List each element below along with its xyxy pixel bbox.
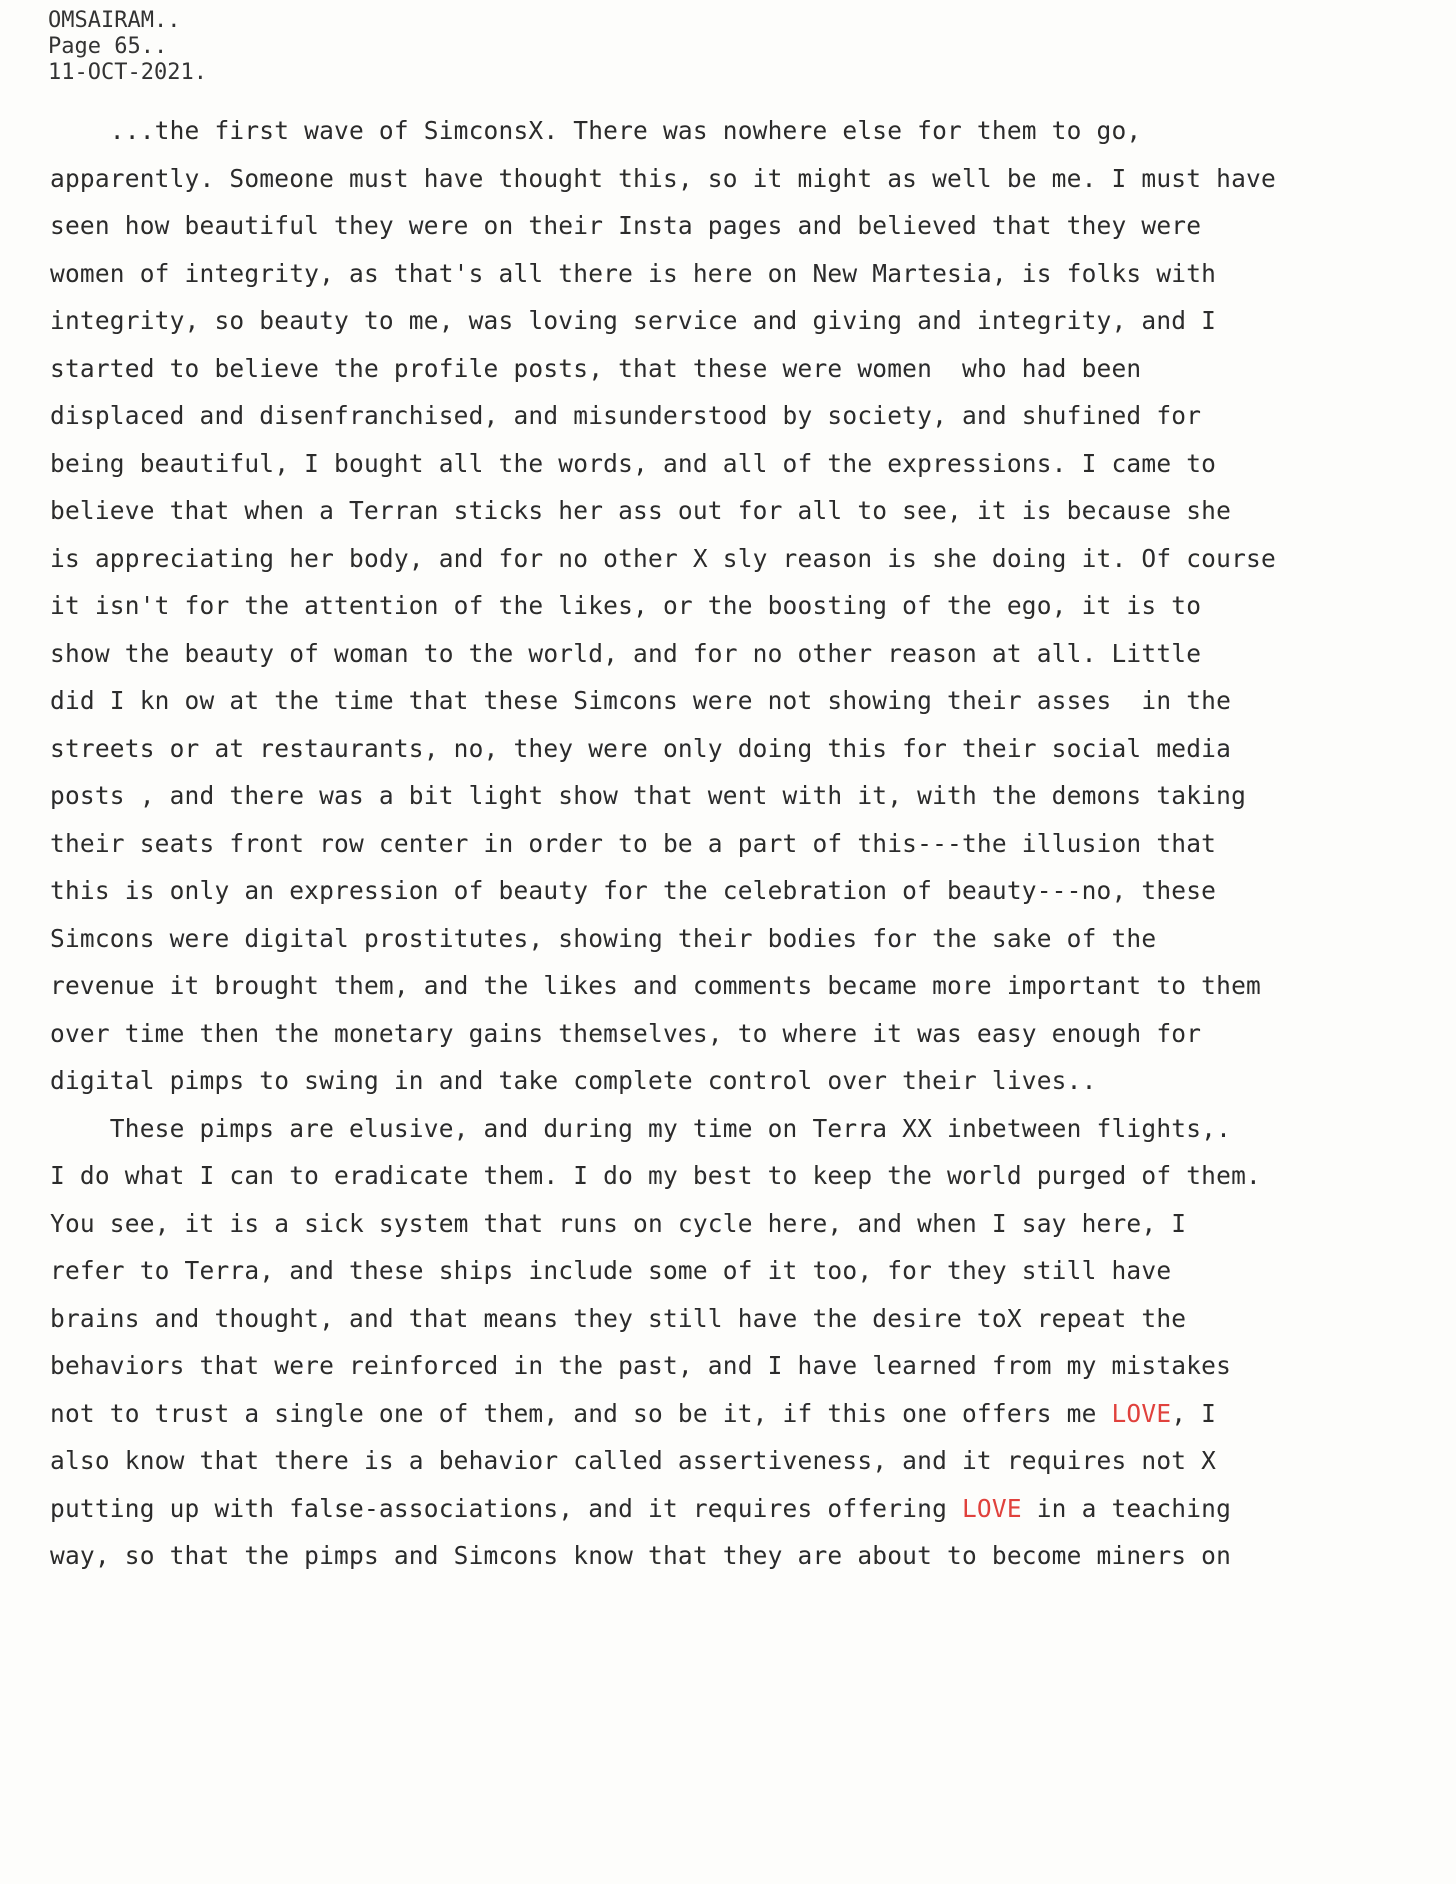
text-line: ...the first wave of SimconsX. There was nowhere else for them to go, [50, 116, 1142, 145]
text-line: believe that when a Terran sticks her ass out for all to see, it is because she [50, 496, 1232, 525]
text-line: I do what I can to eradicate them. I do my best to keep the world purged of them. [50, 1161, 1261, 1190]
text-line: digital pimps to swing in and take complete control over their lives.. [50, 1066, 1097, 1095]
text-line-with-love [50, 1494, 1231, 1523]
text-line: brains and thought, and that means they still have the desire toX repeat the [50, 1303, 1187, 1333]
love-word-red: LOVE [961, 1493, 1022, 1523]
text-line: apparently. Someone must have thought this, so it might as well be me. I must have [50, 163, 1276, 193]
text-line: These pimps are elusive, and during my time on Terra XX inbetween flights,. [50, 1113, 1232, 1143]
text-segment: in a teaching [1021, 1493, 1232, 1523]
page-header [48, 8, 207, 86]
text-line: behaviors that were reinforced in the past, and I have learned from my mistakes [50, 1351, 1232, 1380]
text-line: being beautiful, I bought all the words, and all of the expressions. I came to [50, 448, 1217, 478]
love-word-red: LOVE [1111, 1398, 1172, 1428]
text-line: way, so that the pimps and Simcons know that they are about to become miners on [50, 1541, 1232, 1570]
text-line: did I kn ow at the time that these Simcons were not showing their asses in the [50, 686, 1232, 715]
text-line: over time then the monetary gains themselves, to where it was easy enough for [50, 1018, 1202, 1048]
text-line: refer to Terra, and these ships include some of it too, for they still have [50, 1256, 1172, 1285]
text-line-with-love [50, 1399, 1216, 1428]
text-line: it isn't for the attention of the likes, or the boosting of the ego, it is to [50, 591, 1202, 620]
text-line: also know that there is a behavior called assertiveness, and it requires not X [50, 1446, 1217, 1475]
text-line: integrity, so beauty to me, was loving service and giving and integrity, and I [50, 306, 1217, 335]
text-line: revenue it brought them, and the likes and comments became more important to them [50, 971, 1261, 1000]
text-line: their seats front row center in order to be a part of this---the illusion that [50, 828, 1217, 858]
header-title: OMSAIRAM.. [48, 8, 181, 33]
text-segment: , I [1171, 1398, 1217, 1428]
text-line: women of integrity, as that's all there is here on New Martesia, is folks with [50, 258, 1217, 288]
text-segment: not to trust a single one of them, and so be it, if this one offers me [50, 1398, 1112, 1428]
header-date: 11-OCT-2021. [48, 60, 207, 85]
text-line: You see, it is a sick system that runs on cycle here, and when I say here, I [50, 1208, 1187, 1238]
text-line: is appreciating her body, and for no other X sly reason is she doing it. Of course [50, 543, 1276, 573]
text-line: posts , and there was a bit light show that went with it, with the demons taking [50, 781, 1247, 810]
text-line: started to believe the profile posts, that these were women who had been [50, 353, 1142, 383]
text-line: seen how beautiful they were on their Insta pages and believed that they were [50, 211, 1202, 240]
text-line: this is only an expression of beauty for the celebration of beauty---no, these [50, 876, 1217, 905]
header-page-number: Page 65.. [48, 34, 168, 59]
text-line: streets or at restaurants, no, they were only doing this for their social media [50, 733, 1232, 763]
text-segment: putting up with false-associations, and it requires offering [50, 1493, 962, 1523]
text-line: show the beauty of woman to the world, and for no other reason at all. Little [50, 638, 1202, 668]
text-line: Simcons were digital prostitutes, showing their bodies for the sake of the [50, 923, 1157, 953]
text-line: displaced and disenfranchised, and misunderstood by society, and shufined for [50, 401, 1202, 430]
